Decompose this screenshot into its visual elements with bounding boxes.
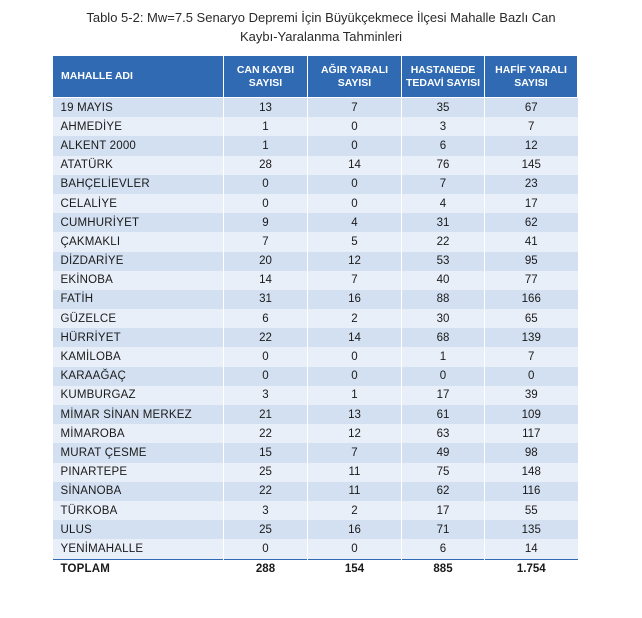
mahalle-name: AHMEDİYE [53, 117, 224, 136]
mahalle-name: ULUS [53, 520, 224, 539]
total-agir-yarali: 154 [308, 559, 402, 579]
can-kaybi-cell: 14 [224, 271, 308, 290]
can-kaybi-cell: 20 [224, 252, 308, 271]
hastanede-cell: 68 [402, 328, 485, 347]
agir-yarali-cell: 2 [308, 309, 402, 328]
mahalle-name: HÜRRİYET [53, 328, 224, 347]
hafif-yarali-cell: 17 [485, 194, 578, 213]
agir-yarali-cell: 0 [308, 347, 402, 366]
can-kaybi-cell: 25 [224, 463, 308, 482]
can-kaybi-cell: 0 [224, 539, 308, 559]
hastanede-cell: 53 [402, 252, 485, 271]
hafif-yarali-cell: 135 [485, 520, 578, 539]
can-kaybi-cell: 22 [224, 424, 308, 443]
table-row [53, 539, 578, 559]
hastanede-cell: 63 [402, 424, 485, 443]
hastanede-cell: 75 [402, 463, 485, 482]
mahalle-name: KAMİLOBA [53, 347, 224, 366]
hafif-yarali-cell: 116 [485, 482, 578, 501]
table-row [53, 252, 578, 271]
can-kaybi-cell: 0 [224, 367, 308, 386]
mahalle-name: PINARTEPE [53, 463, 224, 482]
agir-yarali-cell: 11 [308, 482, 402, 501]
header-mahalle-label: MAHALLE ADI [61, 70, 133, 82]
hafif-yarali-cell: 166 [485, 290, 578, 309]
mahalle-name: CELALİYE [53, 194, 224, 213]
hafif-yarali-cell: 98 [485, 443, 578, 462]
agir-yarali-cell: 7 [308, 443, 402, 462]
mahalle-name: DİZDARİYE [53, 252, 224, 271]
hastanede-cell: 62 [402, 482, 485, 501]
hafif-yarali-cell: 145 [485, 156, 578, 175]
header-hafif-yarali-line-1: HAFİF YARALI [495, 63, 567, 76]
agir-yarali-cell: 0 [308, 539, 402, 559]
mahalle-name: FATİH [53, 290, 224, 309]
can-kaybi-cell: 1 [224, 136, 308, 155]
hafif-yarali-cell: 7 [485, 347, 578, 366]
header-mahalle [53, 56, 224, 98]
can-kaybi-cell: 28 [224, 156, 308, 175]
table-body [53, 98, 578, 579]
hafif-yarali-cell: 12 [485, 136, 578, 155]
hastanede-cell: 7 [402, 175, 485, 194]
table-row [53, 405, 578, 424]
can-kaybi-cell: 25 [224, 520, 308, 539]
table-row [53, 309, 578, 328]
agir-yarali-cell: 12 [308, 252, 402, 271]
hafif-yarali-cell: 23 [485, 175, 578, 194]
can-kaybi-cell: 22 [224, 328, 308, 347]
total-label: TOPLAM [53, 559, 224, 579]
can-kaybi-cell: 1 [224, 117, 308, 136]
table-row [53, 328, 578, 347]
table-row [53, 213, 578, 232]
mahalle-name: MİMAR SİNAN MERKEZ [53, 405, 224, 424]
hastanede-cell: 6 [402, 539, 485, 559]
mahalle-name: YENİMAHALLE [53, 539, 224, 559]
hastanede-cell: 22 [402, 232, 485, 251]
hafif-yarali-cell: 0 [485, 367, 578, 386]
hafif-yarali-cell: 62 [485, 213, 578, 232]
table-header [53, 56, 578, 98]
hastanede-cell: 35 [402, 98, 485, 118]
mahalle-name: KUMBURGAZ [53, 386, 224, 405]
can-kaybi-cell: 13 [224, 98, 308, 118]
header-agir-yarali-line-2: SAYISI [337, 76, 372, 89]
agir-yarali-cell: 0 [308, 367, 402, 386]
hastanede-cell: 88 [402, 290, 485, 309]
hafif-yarali-cell: 77 [485, 271, 578, 290]
hastanede-cell: 31 [402, 213, 485, 232]
table-row [53, 290, 578, 309]
mahalle-name: BAHÇELİEVLER [53, 175, 224, 194]
table-row [53, 232, 578, 251]
can-kaybi-cell: 6 [224, 309, 308, 328]
hafif-yarali-cell: 39 [485, 386, 578, 405]
hafif-yarali-cell: 65 [485, 309, 578, 328]
mahalle-name: EKİNOBA [53, 271, 224, 290]
hastanede-cell: 71 [402, 520, 485, 539]
can-kaybi-cell: 3 [224, 501, 308, 520]
agir-yarali-cell: 7 [308, 98, 402, 118]
hafif-yarali-cell: 148 [485, 463, 578, 482]
hastanede-cell: 17 [402, 501, 485, 520]
header-hafif-yarali [485, 56, 578, 98]
hafif-yarali-cell: 41 [485, 232, 578, 251]
header-hastanede-line-1: HASTANEDE [410, 63, 476, 76]
can-kaybi-cell: 9 [224, 213, 308, 232]
mahalle-name: ALKENT 2000 [53, 136, 224, 155]
hastanede-cell: 40 [402, 271, 485, 290]
table-row [53, 482, 578, 501]
hastanede-cell: 0 [402, 367, 485, 386]
hastanede-cell: 49 [402, 443, 485, 462]
mahalle-name: KARAAĞAÇ [53, 367, 224, 386]
table-row [53, 175, 578, 194]
hastanede-cell: 4 [402, 194, 485, 213]
hafif-yarali-cell: 109 [485, 405, 578, 424]
mahalle-name: MURAT ÇESME [53, 443, 224, 462]
mahalle-name: MİMAROBA [53, 424, 224, 443]
can-kaybi-cell: 22 [224, 482, 308, 501]
mahalle-name: ATATÜRK [53, 156, 224, 175]
table-row [53, 156, 578, 175]
hastanede-cell: 76 [402, 156, 485, 175]
agir-yarali-cell: 13 [308, 405, 402, 424]
header-can-kaybi [224, 56, 308, 98]
mahalle-name: SİNANOBA [53, 482, 224, 501]
header-hastanede [402, 56, 485, 98]
agir-yarali-cell: 16 [308, 520, 402, 539]
header-row [53, 56, 578, 98]
can-kaybi-cell: 31 [224, 290, 308, 309]
header-hafif-yarali-line-2: SAYISI [514, 76, 548, 89]
can-kaybi-cell: 21 [224, 405, 308, 424]
caption-line-2: Kaybı-Yaralanma Tahminleri [239, 29, 403, 44]
agir-yarali-cell: 11 [308, 463, 402, 482]
mahalle-name: GÜZELCE [53, 309, 224, 328]
table-row [53, 347, 578, 366]
table-row [53, 424, 578, 443]
caption-line-1: Tablo 5-2: Mw=7.5 Senaryo Depremi İçin Büyükçekmece İlçesi Mahalle Bazlı Can [86, 10, 556, 25]
can-kaybi-cell: 15 [224, 443, 308, 462]
mahalle-name: CUMHURİYET [53, 213, 224, 232]
agir-yarali-cell: 0 [308, 117, 402, 136]
agir-yarali-cell: 2 [308, 501, 402, 520]
total-hafif-yarali: 1.754 [485, 559, 578, 579]
hastanede-cell: 1 [402, 347, 485, 366]
casualty-table [52, 56, 578, 579]
table-row [53, 463, 578, 482]
mahalle-name: ÇAKMAKLI [53, 232, 224, 251]
mahalle-name: 19 MAYIS [53, 98, 224, 118]
can-kaybi-cell: 0 [224, 194, 308, 213]
header-hastanede-line-2: TEDAVİ SAYISI [405, 76, 481, 89]
hafif-yarali-cell: 67 [485, 98, 578, 118]
table-row [53, 367, 578, 386]
table-row [53, 443, 578, 462]
header-agir-yarali [308, 56, 402, 98]
hastanede-cell: 6 [402, 136, 485, 155]
agir-yarali-cell: 16 [308, 290, 402, 309]
hastanede-cell: 3 [402, 117, 485, 136]
can-kaybi-cell: 0 [224, 347, 308, 366]
hafif-yarali-cell: 139 [485, 328, 578, 347]
table-row [53, 271, 578, 290]
hastanede-cell: 17 [402, 386, 485, 405]
header-can-kaybi-line-2: SAYISI [248, 76, 283, 89]
agir-yarali-cell: 0 [308, 136, 402, 155]
table-row [53, 117, 578, 136]
hastanede-cell: 30 [402, 309, 485, 328]
header-agir-yarali-line-1: AĞIR YARALI [320, 63, 389, 76]
total-row [53, 559, 578, 579]
agir-yarali-cell: 14 [308, 156, 402, 175]
table-caption [0, 8, 642, 46]
hafif-yarali-cell: 55 [485, 501, 578, 520]
agir-yarali-cell: 14 [308, 328, 402, 347]
agir-yarali-cell: 4 [308, 213, 402, 232]
table-row [53, 386, 578, 405]
hastanede-cell: 61 [402, 405, 485, 424]
can-kaybi-cell: 0 [224, 175, 308, 194]
table-row [53, 194, 578, 213]
can-kaybi-cell: 7 [224, 232, 308, 251]
table-row [53, 98, 578, 118]
hafif-yarali-cell: 14 [485, 539, 578, 559]
hafif-yarali-cell: 7 [485, 117, 578, 136]
hafif-yarali-cell: 117 [485, 424, 578, 443]
agir-yarali-cell: 0 [308, 194, 402, 213]
table-row [53, 501, 578, 520]
agir-yarali-cell: 0 [308, 175, 402, 194]
total-can-kaybi: 288 [224, 559, 308, 579]
total-hastanede: 885 [402, 559, 485, 579]
hafif-yarali-cell: 95 [485, 252, 578, 271]
header-can-kaybi-line-1: CAN KAYBI [236, 63, 295, 76]
agir-yarali-cell: 5 [308, 232, 402, 251]
agir-yarali-cell: 7 [308, 271, 402, 290]
table-row [53, 520, 578, 539]
table-row [53, 136, 578, 155]
mahalle-name: TÜRKOBA [53, 501, 224, 520]
agir-yarali-cell: 1 [308, 386, 402, 405]
agir-yarali-cell: 12 [308, 424, 402, 443]
can-kaybi-cell: 3 [224, 386, 308, 405]
